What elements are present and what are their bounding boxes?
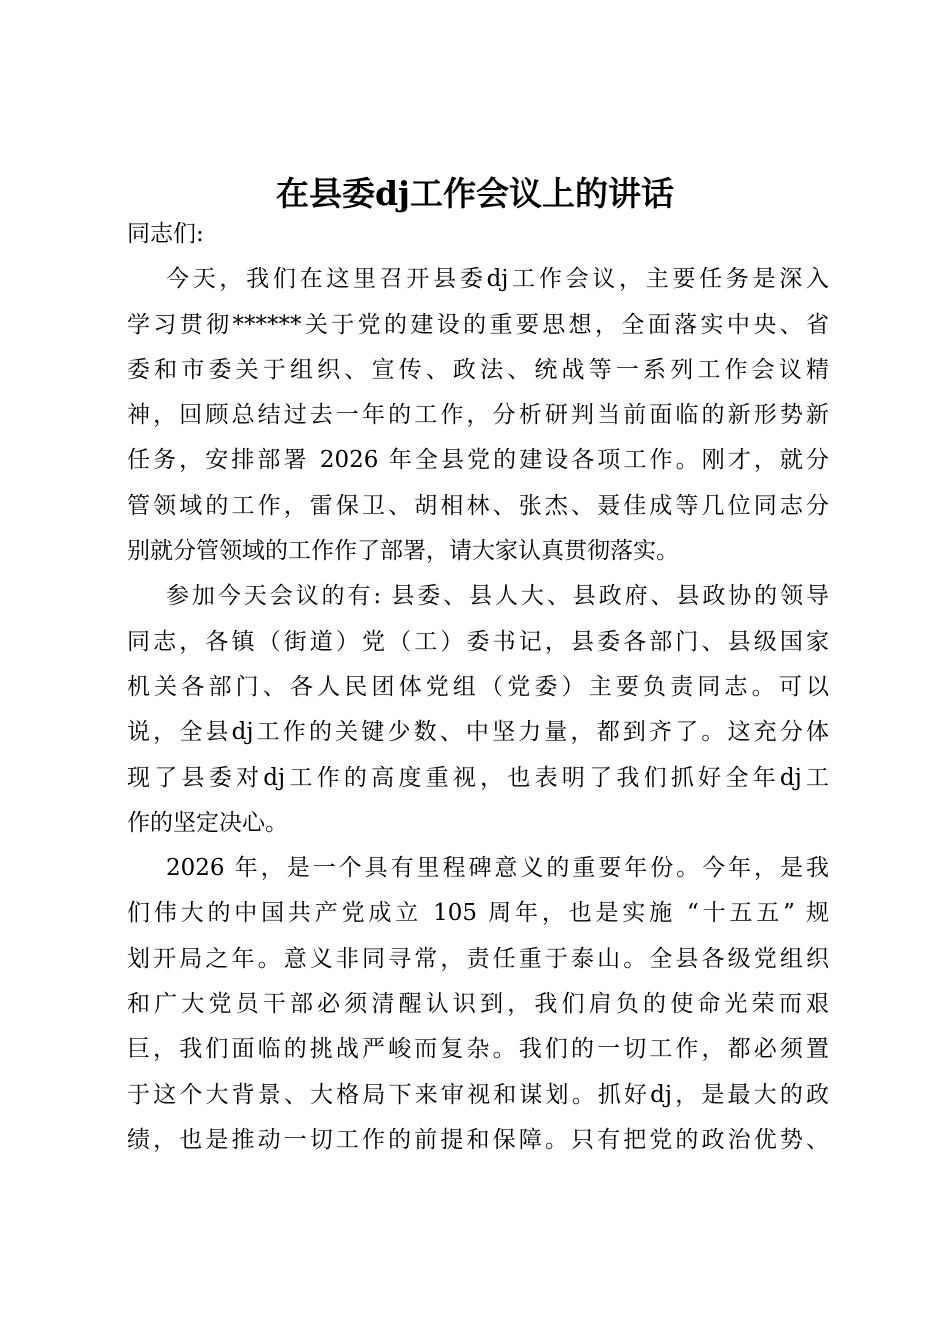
paragraph-line: 2026 年，是一个具有里程碑意义的重要年份。今年，是我	[166, 855, 829, 882]
paragraph-line: 和广大党员干部必须清醒认识到，我们肩负的使命光荣而艰	[127, 991, 829, 1018]
paragraph-line: 绩，也是推动一切工作的前提和保障。只有把党的政治优势、	[127, 1126, 829, 1153]
paragraph-line: 同志，各镇（街道）党（工）委书记，县委各部门、县级国家	[127, 628, 829, 655]
paragraph-line: 机关各部门、各人民团体党组（党委）主要负责同志。可以	[127, 673, 829, 700]
paragraph-line: 们伟大的中国共产党成立 105 周年，也是实施 “十五五” 规	[127, 900, 829, 927]
paragraph-line: 于这个大背景、大格局下来审视和谋划。抓好dj，是最大的政	[127, 1081, 829, 1108]
paragraph-line: 神，回顾总结过去一年的工作，分析研判当前面临的新形势新	[127, 402, 829, 429]
document-title: 在县委dj工作会议上的讲话	[275, 174, 674, 213]
paragraph-line: 学习贯彻******关于党的建设的重要思想，全面落实中央、省	[127, 311, 829, 338]
paragraph-line: 划开局之年。意义非同寻常，责任重于泰山。全县各级党组织	[127, 945, 829, 972]
paragraph-line: 委和市委关于组织、宣传、政法、统战等一系列工作会议精	[127, 356, 829, 383]
paragraph-line: 别就分管领域的工作作了部署，请大家认真贯彻落实。	[127, 538, 679, 565]
paragraph-line: 任务，安排部署 2026 年全县党的建设各项工作。刚才，就分	[127, 447, 829, 474]
paragraph-3	[127, 846, 829, 1163]
document-body	[127, 212, 829, 1163]
paragraph-2	[127, 574, 829, 846]
paragraph-line: 管领域的工作，雷保卫、胡相林、张杰、聂佳成等几位同志分	[127, 492, 829, 519]
paragraph-1	[127, 257, 829, 574]
paragraph-line: 巨，我们面临的挑战严峻而复杂。我们的一切工作，都必须置	[127, 1036, 829, 1063]
paragraph-line: 作的坚定决心。	[127, 809, 288, 836]
paragraph-line: 现了县委对dj工作的高度重视，也表明了我们抓好全年dj工	[127, 764, 829, 791]
paragraph-line: 今天，我们在这里召开县委dj工作会议，主要任务是深入	[166, 266, 829, 293]
paragraph-line: 说，全县dj工作的关键少数、中坚力量，都到齐了。这充分体	[127, 719, 829, 746]
salutation: 同志们:	[127, 221, 204, 247]
paragraph-line: 参加今天会议的有: 县委、县人大、县政府、县政协的领导	[166, 583, 829, 610]
